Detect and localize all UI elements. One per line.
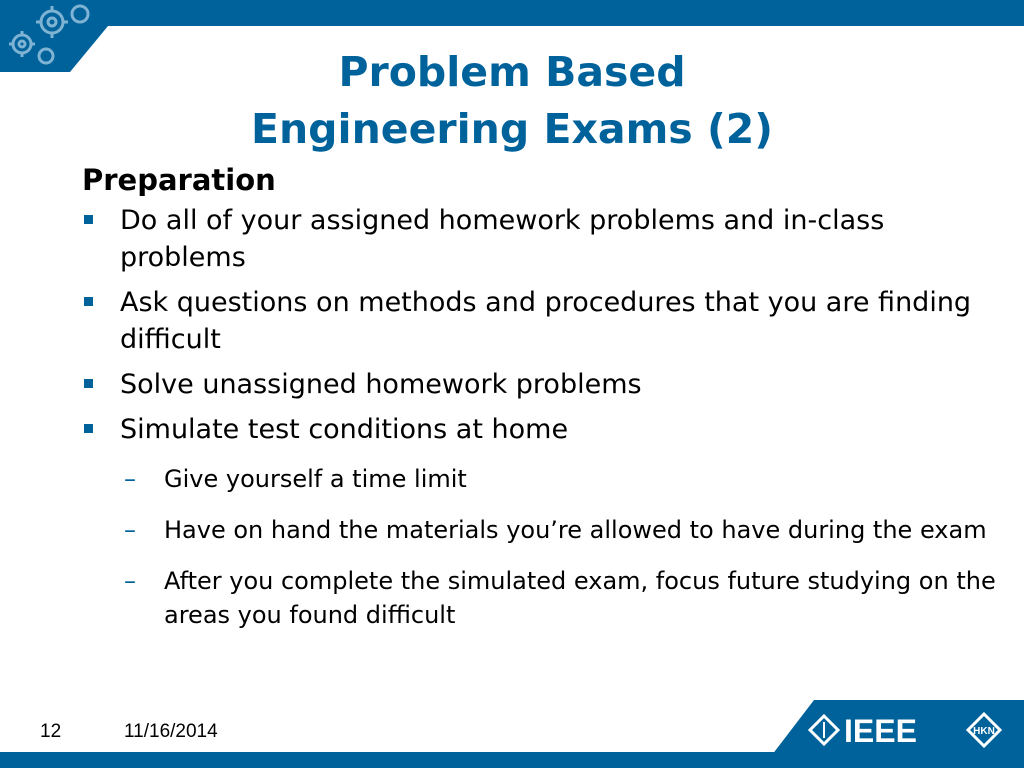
footer-logo-panel bbox=[762, 700, 1024, 768]
bullet-item bbox=[82, 284, 1002, 358]
sub-bullet-item bbox=[120, 513, 1002, 547]
square-bullet-icon bbox=[84, 215, 93, 224]
bullet-text: Solve unassigned homework problems bbox=[120, 369, 642, 400]
sub-bullet-item bbox=[120, 564, 1002, 632]
square-bullet-icon bbox=[84, 379, 93, 388]
sub-bullet-text: After you complete the simulated exam, focus future studying on the areas you found difficult bbox=[164, 567, 996, 629]
hkn-badge-text: HKN bbox=[973, 726, 995, 737]
bullet-item bbox=[82, 366, 1002, 403]
slide-footer bbox=[0, 700, 1024, 768]
sub-bullet-text: Give yourself a time limit bbox=[164, 465, 467, 493]
dash-bullet: – bbox=[124, 516, 136, 544]
sub-bullet-text: Have on hand the materials you’re allowed to have during the exam bbox=[164, 516, 987, 544]
bullet-item bbox=[82, 202, 1002, 276]
bullet-text: Ask questions on methods and procedures that you are finding difficult bbox=[120, 287, 972, 355]
sub-bullet-item bbox=[120, 462, 1002, 496]
section-heading: Preparation bbox=[82, 163, 276, 197]
slide-body bbox=[82, 160, 1002, 649]
bullet-item bbox=[82, 411, 1002, 632]
sub-bullet-list bbox=[120, 462, 1002, 632]
bullet-text: Do all of your assigned homework problems and in-class problems bbox=[120, 205, 885, 273]
bullet-list bbox=[82, 202, 1002, 632]
ieee-logo-text: IEEE bbox=[844, 713, 917, 749]
square-bullet-icon bbox=[84, 297, 93, 306]
dash-bullet: – bbox=[124, 567, 136, 595]
dash-bullet: – bbox=[124, 465, 136, 493]
page-number: 12 bbox=[40, 721, 62, 742]
bullet-text: Simulate test conditions at home bbox=[120, 414, 569, 445]
title-line-2: Engineering Exams (2) bbox=[250, 105, 773, 153]
slide-date: 11/16/2014 bbox=[124, 721, 218, 742]
square-bullet-icon bbox=[84, 424, 93, 433]
top-banner bbox=[0, 0, 1024, 26]
slide-title bbox=[0, 44, 1024, 158]
title-line-1: Problem Based bbox=[338, 48, 686, 96]
